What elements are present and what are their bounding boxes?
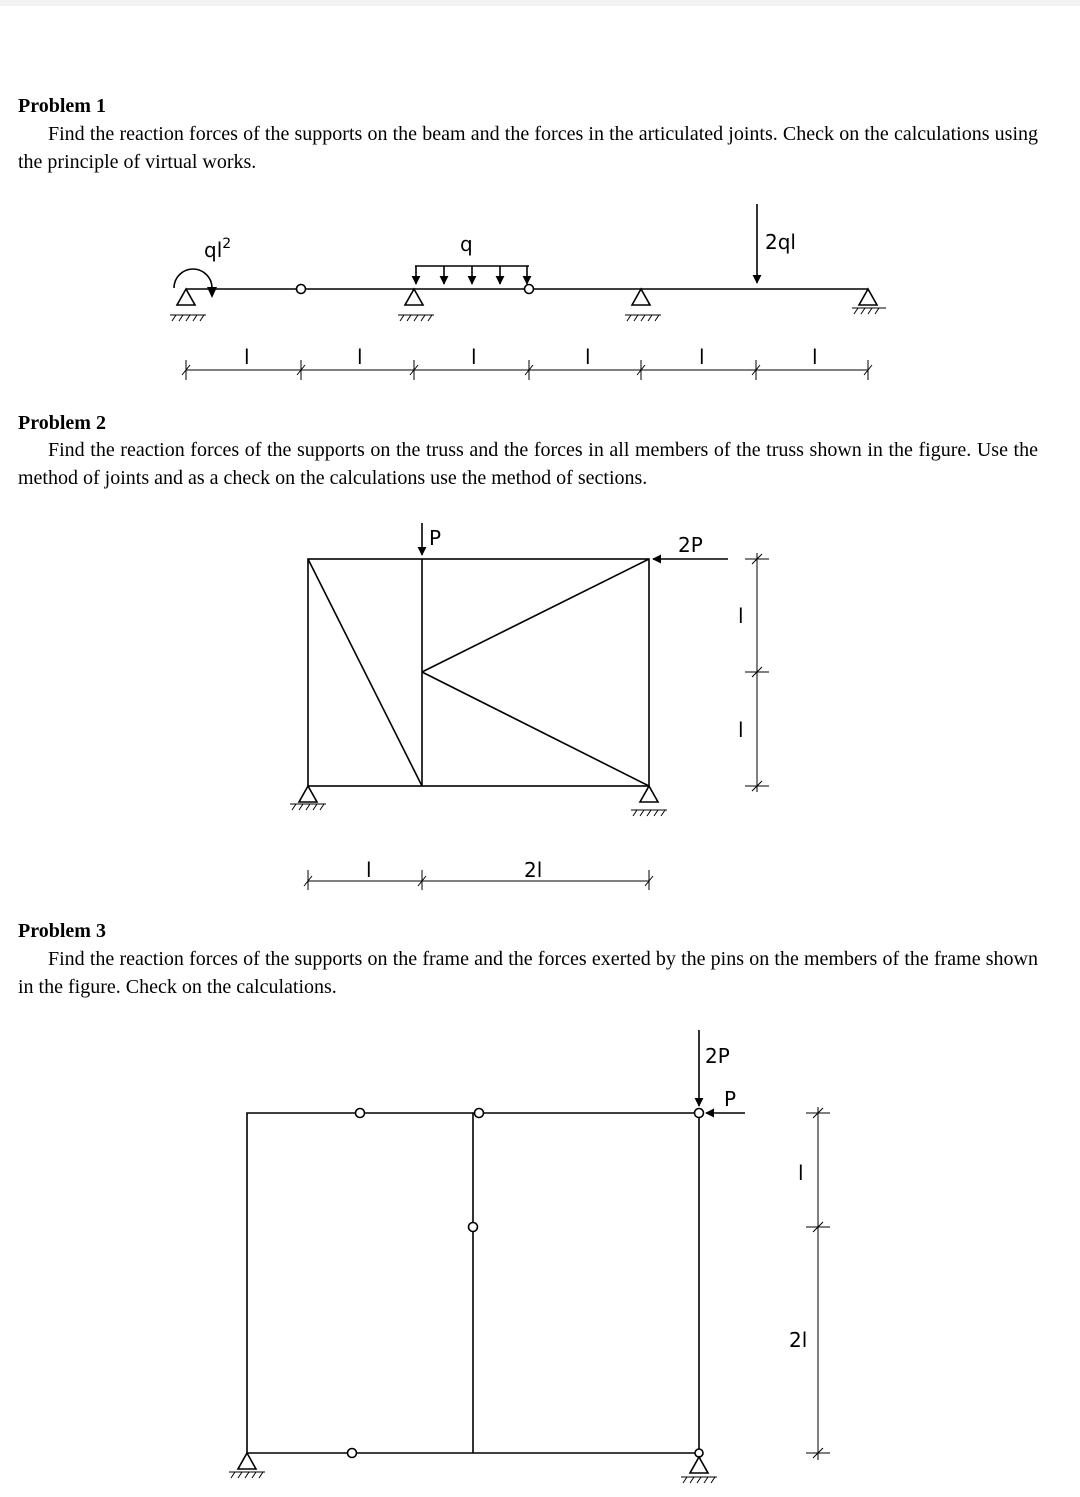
- moment-label: $ql^2$: [204, 236, 232, 262]
- truss-width-label-1: l: [366, 858, 372, 882]
- frame-hinge-2: [475, 1109, 484, 1118]
- truss-height-label-2: l: [738, 718, 744, 742]
- frame-support-left: [229, 1453, 265, 1478]
- moment-load: [174, 269, 217, 298]
- truss-height-label-1: l: [738, 604, 744, 628]
- truss-horizontal-dimension: [304, 870, 653, 890]
- beam-figure: [170, 204, 886, 380]
- frame-vertical-load-label: 2P: [705, 1044, 730, 1068]
- frame-figure: [229, 1030, 830, 1483]
- pin-support-4: [852, 289, 886, 314]
- beam-span-label-6: l: [812, 345, 818, 369]
- frame-hinge-4: [469, 1223, 478, 1232]
- frame-horizontal-load-label: P: [724, 1087, 737, 1111]
- pin-support-1: [170, 289, 206, 321]
- truss-width-label-2: 2l: [524, 858, 543, 882]
- distributed-load-label: q: [460, 232, 473, 256]
- frame-members: [247, 1113, 699, 1453]
- problem-1-text: Find the reaction forces of the supports on the beam and the forces in the articulated joints. Check on the calculations using the principle of virtual works.: [18, 123, 1038, 173]
- truss-vertical-load-label: P: [429, 526, 442, 550]
- truss-members: [308, 559, 649, 786]
- frame-support-right: [681, 1449, 717, 1483]
- beam-hinge-2: [525, 285, 534, 294]
- frame-height-label-2: 2l: [789, 1328, 808, 1352]
- beam-hinge-1: [297, 285, 306, 294]
- beam-span-label-5: l: [699, 345, 705, 369]
- beam-dimension-line: [182, 360, 872, 380]
- problem-1-title: Problem 1: [18, 95, 106, 117]
- problem-3-title: Problem 3: [18, 920, 106, 942]
- beam-span-label-1: l: [244, 345, 250, 369]
- truss-support-left: [290, 786, 326, 810]
- frame-hinge-3: [695, 1109, 704, 1118]
- pin-support-2: [398, 289, 434, 321]
- frame-hinge-1: [356, 1109, 365, 1118]
- distributed-load: [415, 266, 529, 284]
- beam-span-label-4: l: [585, 345, 591, 369]
- problem-2-title: Problem 2: [18, 412, 106, 434]
- truss-vertical-dimension: [745, 553, 769, 792]
- problem-2-text: Find the reaction forces of the supports on the truss and the forces in all members of the truss shown in the figure. Use the method of joints and as a check on the calculations use the method of sections.: [18, 439, 1038, 489]
- point-load-label: 2ql: [765, 230, 796, 254]
- truss-figure: [290, 523, 769, 890]
- pin-support-3: [625, 289, 661, 321]
- frame-vertical-dimension: [806, 1107, 830, 1460]
- beam-span-label-3: l: [471, 345, 477, 369]
- truss-horizontal-load-label: 2P: [678, 533, 703, 557]
- problem-3-text: Find the reaction forces of the supports on the frame and the forces exerted by the pins on the members of the frame shown in the figure. Check on the calculations.: [18, 948, 1038, 998]
- truss-support-right: [631, 786, 667, 816]
- beam-span-label-2: l: [357, 345, 363, 369]
- frame-height-label-1: l: [798, 1161, 804, 1185]
- frame-hinge-5: [348, 1449, 357, 1458]
